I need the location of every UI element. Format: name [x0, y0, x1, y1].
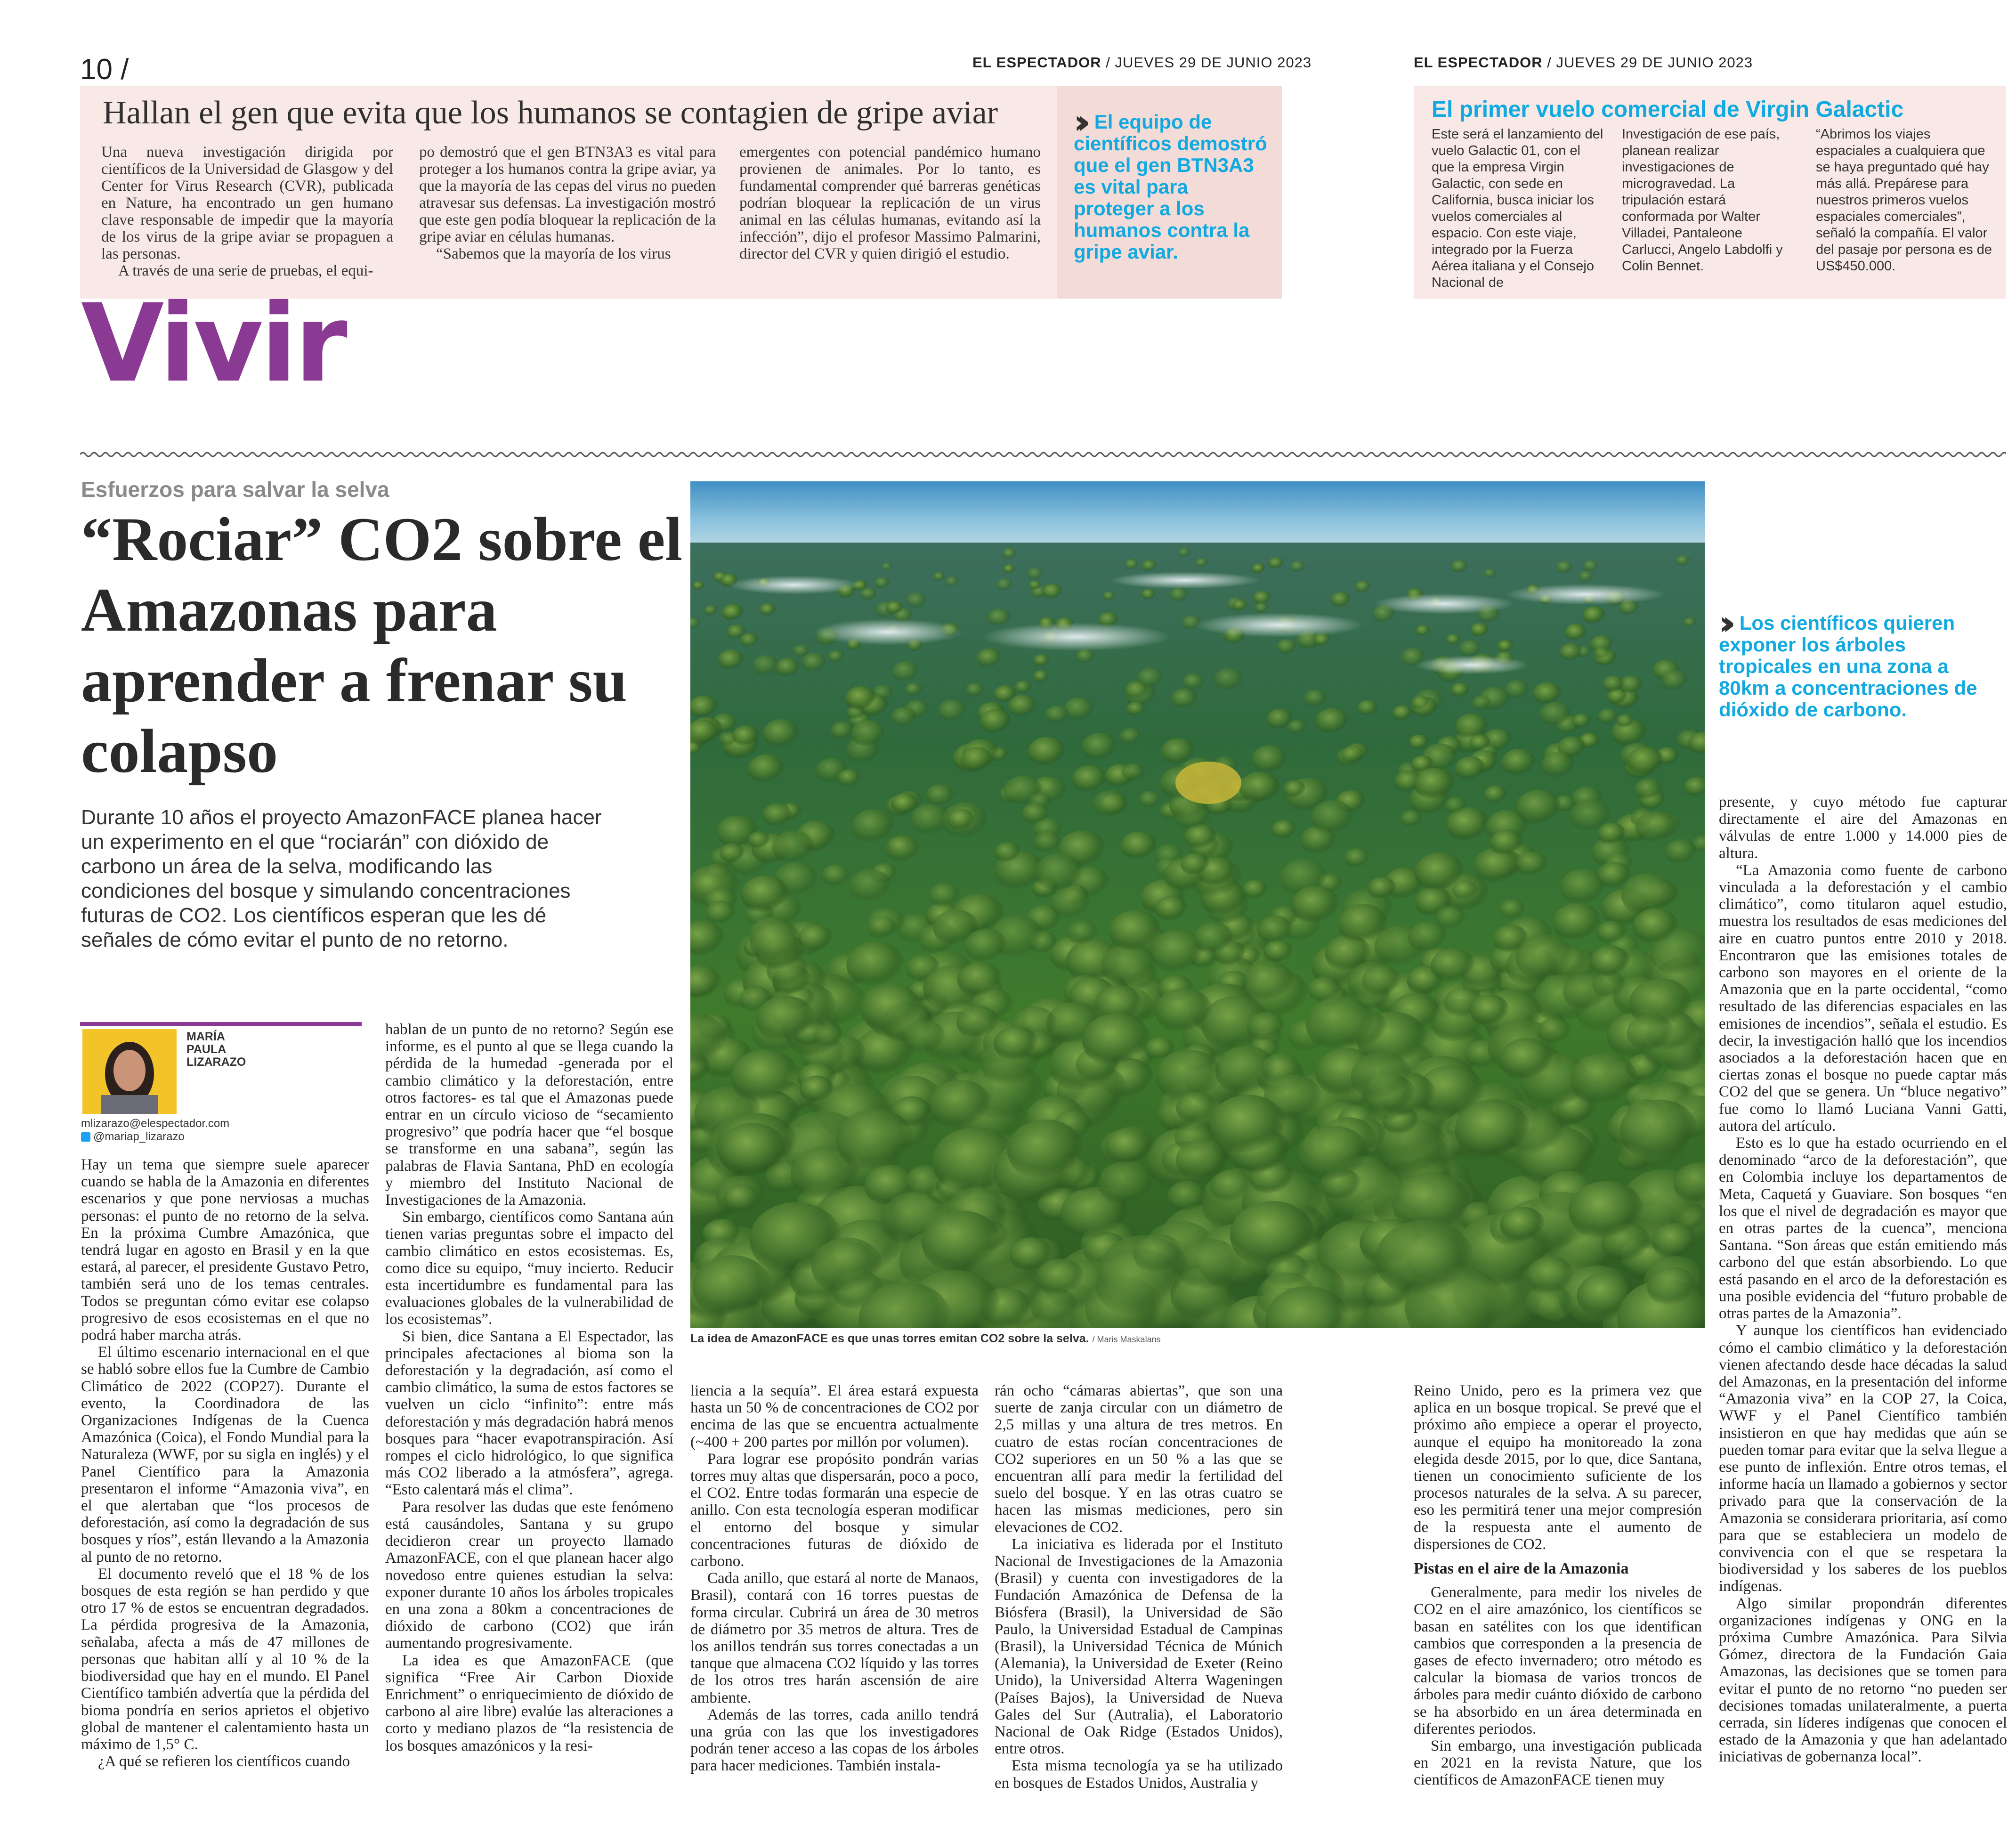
author-rule: [80, 1022, 362, 1026]
article-lede: Durante 10 años el proyecto AmazonFACE planea hacer un experimento en el que “rociarán” con dióxido de carbono un área de la selva, modificando las condiciones del bosque y simulando concentraciones futuras de CO2. Los científicos esperan que les dé señales de cómo evitar el punto de no retorno.: [81, 806, 602, 951]
paragraph: Generalmente, para medir los niveles de CO2 en el aire amazónico, los científicos se basan en satélites con los que identifican cambios que corresponden a la presencia de gases de efecto invernadero; otro método es calcular la biomasa de varios troncos de árboles para medir cuánto dióxido de carbono se ha absorbido en un área determinada en diferentes periodos.: [1414, 1584, 1702, 1737]
paragraph: Si bien, dice Santana a El Espectador, las principales afectaciones al bioma son la deforestación y la degradación, así como el cambio climático, la suma de estos factores se vuelven un ciclo “infinito”: entre más deforestación y más degradación habrá menos bosques para “hacer evapotranspiración. Así rompes el ciclo hidrológico, lo que significa más CO2 liberado a la atmósfera”, agrega. “Esto calentará más el clima”.: [385, 1328, 673, 1499]
paragraph: Para resolver las dudas que este fenómeno está causándoles, Santana y su grupo decidieron crear un proyecto llamado AmazonFACE, con el que planean hacer algo novedoso entre quienes estudian la selva: exponer durante 10 años los árboles tropicales en una zona a 80km a concentraciones de dióxido de carbono (CO2) que irán aumentando progresivamente.: [385, 1498, 673, 1652]
newspaper-name: EL ESPECTADOR: [1414, 54, 1543, 71]
wavy-divider: [80, 450, 2006, 459]
issue-date: / JUEVES 29 DE JUNIO 2023: [1106, 54, 1312, 71]
pullquote-article: [1719, 604, 1992, 721]
article-headline: “Rociar” CO2 sobre el Amazonas para aprender a frenar su colapso: [81, 504, 683, 786]
paragraph: “Sabemos que la mayoría de los virus: [436, 245, 671, 262]
author-name: MARÍA PAULA LIZARAZO: [186, 1030, 246, 1069]
double-chevron-icon: ››: [1074, 103, 1080, 141]
author-contact: [81, 1117, 229, 1144]
caption-text: La idea de AmazonFACE es que unas torres emitan CO2 sobre la selva.: [690, 1332, 1089, 1345]
amazon-canopy-image: [690, 481, 1705, 1328]
brief-column-2: [419, 144, 716, 262]
pullquote-text: El equipo de científicos demostró que el gen BTN3A3 es vital para proteger a los humanos contra la gripe aviar.: [1074, 111, 1267, 263]
paragraph: El documento reveló que el 18 % de los bosques de esta región se han perdido y que otro 17 % de estos se encuentran degradados. La pérdida progresiva de la Amazonia, señalaba, afecta a más de 47 millones de personas que habitan allí y al 10 % de la biodiversidad que hay en el mundo. El Panel Científico también advertía que la pérdida del bioma pondría en serios aprietos el objetivo global de mantener el calentamiento hasta un máximo de 1,5° C.: [81, 1565, 369, 1753]
article-column-2: [385, 1021, 673, 1754]
issue-date: / JUEVES 29 DE JUNIO 2023: [1547, 54, 1753, 71]
photo-credit: / Maris Maskalans: [1092, 1335, 1161, 1344]
paragraph: Algo similar propondrán diferentes organizaciones indígenas y ONG en la próxima Cumbre Amazónica. Para Silvia Gómez, directora de la Fundación Gaia Amazonas, las decisiones que se tomen para evitar el punto de no retorno “no pueden ser decisiones tomadas unilateralmente, a puerta cerrada, sin líderes indígenas que conocen el estado de la Amazonia y que han adelantado iniciativas de gobernanza local”.: [1719, 1595, 2007, 1766]
paragraph: A través de una serie de pruebas, el equi-: [118, 262, 373, 279]
brief-title: Hallan el gen que evita que los humanos se contagien de gripe aviar: [103, 95, 998, 131]
article-kicker: Esfuerzos para salvar la selva: [81, 477, 389, 502]
paragraph: hablan de un punto de no retorno? Según ese informe, es el punto al que se llega cuando la pérdida de la humedad -generada por el cambio climático y la deforestación, entre otros factores- es tal que el Amazonas puede entrar en un círculo vicioso de “secamiento progresivo” que podría hacer que “el bosque se transforme en una sabana”, según las palabras de Flavia Santana, PhD en ecología y miembro del Instituto Nacional de Investigaciones de la Amazonia.: [385, 1021, 673, 1209]
paragraph: Y aunque los científicos han evidenciado cómo el cambio climático y la deforestación vienen afectando desde hace décadas la salud del Amazonas, en la presentación del informe “Amazonia viva” en la COP 27, la Coica, WWF y el Panel Científico también insistieron en que hay medidas que aún se pueden tomar para evitar que la selva llegue a ese punto de inflexión. Entre otros temas, el informe hacía un llamado a gobiernos y sector privado para que la conservación de la Amazonia se considerara prioritaria, así como para que se estableciera un modelo de convivencia con el que se respetara la biodiversidad y los saberes de los pueblos indígenas.: [1719, 1322, 2007, 1595]
twitter-icon: [81, 1132, 90, 1142]
paragraph: Cada anillo, que estará al norte de Manaos, Brasil), contará con 16 torres puestas de forma circular. Cubrirá un área de 30 metros de diámetro por 35 metros de altura. Tres de los anillos tendrán sus torres conectadas a un tanque que almacena CO2 líquido y las torres de los otros tres harán ascensión de aire ambiente.: [690, 1570, 979, 1706]
paragraph: Esto es lo que ha estado ocurriendo en el denominado “arco de la deforestación”, que en Colombia incluye los departamentos de Meta, Caquetá y Guaviare. Son bosques “en los que el nivel de degradación es mayor que en otras partes de la cuenca”, menciona Santana. “Son áreas que están emitiendo más carbono del que están absorbiendo. Lo que está pasando en el arco de la deforestación es una posible evidencia del “futuro probable de otras partes de la Amazonia”.: [1719, 1135, 2007, 1323]
photo-caption: [690, 1332, 1161, 1346]
paragraph: Sin embargo, una investigación publicada en 2021 en la revista Nature, que los científicos de AmazonFACE tienen muy: [1414, 1737, 1702, 1789]
running-head-right: [1414, 54, 1753, 71]
paragraph: rán ocho “cámaras abiertas”, que son una suerte de zanja circular con un diámetro de 2,5 millas y una altura de tres metros. En cuatro de estas rocían concentraciones de CO2 superiores en un 50 % a las que se encuentran allí para medir la fertilidad del suelo del bosque. Y en las otras cuatro se hacen las mismas mediciones, pero sin elevaciones de CO2.: [995, 1382, 1283, 1536]
running-head-left: [972, 54, 1312, 71]
brief-column-1: Este será el lanzamiento del vuelo Galactic 01, con el que la empresa Virgin Galactic, con sede en California, busca iniciar los vuelos comerciales al espacio. Con este viaje, integrado por la Fuerza Aérea italiana y el Consejo Nacional de: [1432, 127, 1603, 290]
paragraph: ¿A qué se refieren los científicos cuando: [98, 1753, 350, 1770]
author-twitter[interactable]: @mariap_lizarazo: [93, 1130, 185, 1143]
article-column-3: [690, 1382, 979, 1775]
brief-column-3: [739, 144, 1041, 262]
paragraph: Reino Unido, pero es la primera vez que aplica en un bosque tropical. Se prevé que el próximo año empiece a operar el proyecto, aunque el equipo ha monitoreado la zona elegida desde 2015, por lo que, dice Santana, tienen un conocimiento suficiente de los procesos naturales de la selva. A su parecer, eso les permitirá tener una mejor compresión de la respuesta ante el aumento de dispersiones de CO2.: [1414, 1382, 1702, 1553]
paragraph: Una nueva investigación dirigida por científicos de la Universidad de Glasgow y del Center for Virus Research (CVR), publicada en Nature, ha encontrado un gen humano clave responsable de impedir que la mayoría de los virus de la gripe aviar se propaguen a las personas.: [101, 144, 393, 262]
paragraph: presente, y cuyo método fue capturar directamente el aire del Amazonas en válvulas de entre 1.000 y 14.000 pies de altura.: [1719, 794, 2007, 862]
brief-column-2: Investigación de ese país, planean realizar investigaciones de microgravedad. La tripulación estará conformada por Walter Villadei, Pantaleone Carlucci, Angelo Labdolfi y Colin Bennet.: [1622, 127, 1783, 274]
paragraph: La iniciativa es liderada por el Instituto Nacional de Investigaciones de la Amazonia (Brasil) y cuenta con investigadores de la Fundación Amazónica de Defensa de la Biósfera (Brasil), la Universidad de São Paulo, la Universidad Estadual de Campinas (Brasil), la Universidad Técnica de Múnich (Alemania), la Universidad de Exeter (Reino Unido), la Universidad Alterra Wageningen (Países Bajos), la Universidad de Nueva Gales del Sur (Autralia), el Laboratorio Nacional de Oak Ridge (Estados Unidos), entre otros.: [995, 1535, 1283, 1758]
forest-photo: [690, 481, 1705, 1328]
paragraph: Para lograr ese propósito pondrán varias torres muy altas que dispersarán, poco a poco, el CO2. Entre todas formarán una especie de anillo. Con esta tecnología esperan modificar el entorno del bosque y simular concentraciones futuras de dióxido de carbono.: [690, 1450, 979, 1570]
page-number: 10 /: [80, 53, 129, 86]
paragraph: po demostró que el gen BTN3A3 es vital para proteger a los humanos contra la gripe aviar, ya que la mayoría de las cepas del virus no pueden atravesar sus defensas. La investigación mostró que este gen podía bloquear la replicación de la gripe aviar en células humanas.: [419, 144, 716, 245]
paragraph: liencia a la sequía”. El área estará expuesta hasta un 50 % de concentraciones de CO2 por encima de las que se encuentra actualmente (~400 + 200 partes por millón por volumen).: [690, 1382, 979, 1451]
article-column-1: [81, 1156, 369, 1770]
paragraph: “La Amazonia como fuente de carbono vinculada a la deforestación y el cambio climático”, como titularon aquel estudio, muestra los resultados de esas mediciones del aire en cuatro puntos entre 2010 y 2018. Encontraron que las emisiones totales de carbono son mayores en el oriente de la Amazonia que en la parte occidental, “como resultado de las diferencias espaciales en las emisiones de incendios”, señala el estudio. Es decir, la investigación halló que los incendios asociados a la deforestación hacen que en ciertas zonas el bosque no puede captar más CO2 del que se genera. Un “bluce negativo” fue como lo llamó Luciana Vanni Gatti, autora del artículo.: [1719, 861, 2007, 1135]
brief-title: El primer vuelo comercial de Virgin Galactic: [1432, 97, 1904, 122]
double-chevron-icon: ››: [1719, 604, 1725, 642]
paragraph: Sin embargo, científicos como Santana aún tienen varias preguntas sobre el impacto del cambio climático en estos ecosistemas. Es, como dice su equipo, “muy incierto. Reducir esta incertidumbre es fundamental para las evaluaciones globales de la vulnerabilidad de los ecosistemas”.: [385, 1209, 673, 1328]
author-email[interactable]: mlizarazo@elespectador.com: [81, 1117, 230, 1130]
paragraph: El último escenario internacional en el que se habló sobre ellos fue la Cumbre de Cambio Climático de 2022 (COP27). Durante el evento, la Coordinadora de las Organizaciones Indígenas de la Cuenca Amazónica (Coica), el Fondo Mundial para la Naturaleza (WWF, por su sigla en inglés) y el Panel Científico para la Amazonia presentaron el informe “Amazonia viva”, en el que alertaban que “los procesos de deforestación, así como la degradación de sus bosques y ríos”, están llevando a la Amazonia al punto de no retorno.: [81, 1344, 369, 1566]
author-avatar: [82, 1029, 177, 1114]
paragraph: Además de las torres, cada anillo tendrá una grúa con las que los investigadores podrán tener acceso a las copas de los árboles para hacer mediciones. También instala-: [690, 1706, 979, 1775]
paragraph: Hay un tema que siempre suele aparecer cuando se habla de la Amazonia en diferentes escenarios y que pone nerviosas a muchas personas: el punto de no retorno de la selva. En la próxima Cumbre Amazónica, que tendrá lugar en agosto en Brasil y en la que estará, al parecer, el presidente Gustavo Petro, también será uno de los temas centrales. Todos se preguntan cómo evitar ese colapso progresivo de esos ecosistemas en el que no podrá haber marcha atrás.: [81, 1156, 369, 1344]
paragraph: La idea es que AmazonFACE (que significa “Free Air Carbon Dioxide Enrichment” o enriquecimiento de dióxido de carbono al aire libre) evalúe las alteraciones a corto y mediano plazos de “la resistencia de los bosques amazónicos y la resi-: [385, 1652, 673, 1754]
article-column-6: [1719, 794, 2007, 1766]
pullquote-top: [1074, 103, 1271, 263]
article-column-4: [995, 1382, 1283, 1792]
section-title: Vivir: [81, 281, 345, 406]
brief-column-1: [101, 144, 393, 279]
brief-column-3: “Abrimos los viajes espaciales a cualquiera que se haya preguntado qué hay más allá. Prepárese para nuestros primeros vuelos espaciales comerciales”, señaló la compañía. El valor del pasaje por persona es de US$450.000.: [1816, 127, 1992, 274]
article-column-5: [1414, 1382, 1702, 1789]
pullquote-text: Los científicos quieren exponer los árboles tropicales en una zona a 80km a concentraciones de dióxido de carbono.: [1719, 612, 1977, 721]
paragraph: Esta misma tecnología ya se ha utilizado en bosques de Estados Unidos, Australia y: [995, 1757, 1283, 1792]
newspaper-name: EL ESPECTADOR: [972, 54, 1101, 71]
subheading: Pistas en el aire de la Amazonia: [1414, 1560, 1629, 1578]
paragraph: emergentes con potencial pandémico humano provienen de animales. Por lo tanto, es fundamental comprender qué barreras genéticas podrían bloquear la replicación de un virus animal en las células humanas, evitando así la infección”, dijo el profesor Massimo Palmarini, director del CVR y quien dirigió el estudio.: [739, 144, 1041, 262]
